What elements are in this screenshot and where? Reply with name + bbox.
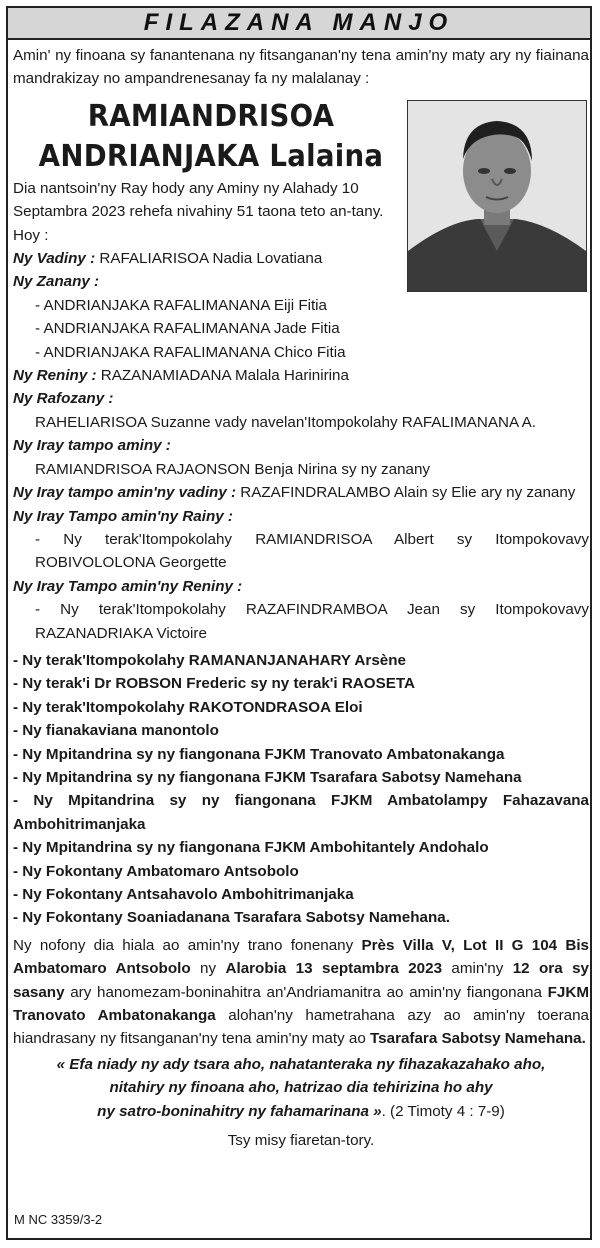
closing-date: Alarobia 13 septambra 2023: [225, 960, 443, 978]
closing-text: ary hanomezam-boninahitra an'Andriamanitra ao amin'ny fiangonana: [64, 983, 548, 1001]
rafozany-value: RAHELIARISOA Suzanne vady navelan'Itompokolahy RAFALIMANANA A.: [35, 413, 536, 431]
iray-tampo-rainy-label: Ny Iray Tampo amin'ny Rainy :: [13, 507, 233, 525]
notice-header: FILAZANA MANJO: [8, 8, 590, 40]
iray-tampo-rainy-value: - Ny terak'Itompokolahy RAMIANDRISOA Albert sy Itompokovavy ROBIVOLOLONA Georgette: [35, 530, 589, 572]
iray-tampo-reniny-label: Ny Iray Tampo amin'ny Reniny :: [13, 577, 243, 595]
deceased-name-line1: RAMIANDRISOA: [87, 98, 335, 134]
closing-address: Près Villa V, Lot II G 104 Bis Ambatomaro Antsobolo: [13, 936, 589, 978]
iray-tampo-value: RAMIANDRISOA RAJAONSON Benja Nirina sy ny zanany: [35, 460, 431, 478]
portrait-image: [408, 101, 586, 291]
list-item: - Ny terak'Itompokolahy RAKOTONDRASOA Eloi: [13, 698, 363, 716]
closing-church: FJKM Tranovato Ambatonakanga: [13, 983, 589, 1025]
quote-line2: nitahiry ny finoana aho, hatrizao dia tehirizina ho ahy: [109, 1079, 493, 1097]
list-item: - Ny Mpitandrina sy ny fiangonana FJKM Tsarafara Sabotsy Namehana: [13, 768, 522, 786]
closing-time: 12 ora sy sasany: [13, 960, 589, 1001]
reniny-row: [13, 364, 589, 387]
closing-burial-place: Tsarafara Sabotsy Namehana.: [370, 1030, 586, 1048]
closing-text: amin'ny: [442, 960, 513, 978]
intro-text: Amin' ny finoana sy fanantenana ny fitsanganan'ny tena amin'ny maty ary ny fiainana mandrakizay no ampandrenesanay fa ny malalanay :: [13, 47, 589, 88]
list-item: - Ny terak'i Dr ROBSON Frederic sy ny terak'i RAOSETA: [13, 675, 415, 693]
vadiny-label: Ny Vadiny :: [13, 250, 96, 268]
zanany-item: - ANDRIANJAKA RAFALIMANANA Chico Fitia: [35, 343, 346, 361]
others-list: [13, 649, 589, 930]
closing-text: ny: [190, 960, 226, 978]
notice-content: [13, 44, 589, 1152]
list-item: - Ny Mpitandrina sy ny fiangonana FJKM Ambohitantely Andohalo: [13, 839, 489, 857]
reference-code: M NC 3359/3-2: [14, 1212, 103, 1227]
hoy-label: Hoy :: [13, 226, 49, 244]
iray-tampo-label: Ny Iray tampo aminy :: [13, 437, 171, 455]
closing-paragraph: [13, 934, 589, 1051]
reniny-label: Ny Reniny :: [13, 367, 97, 385]
zanany-item: - ANDRIANJAKA RAFALIMANANA Eiji Fitia: [35, 296, 328, 314]
list-item: - Ny Fokontany Soaniadanana Tsarafara Sabotsy Namehana.: [13, 909, 450, 927]
vadiny-value: RAFALIARISOA Nadia Lovatiana: [99, 250, 323, 268]
deceased-photo: [407, 100, 587, 292]
bible-quote: [13, 1053, 589, 1123]
list-item: - Ny Mpitandrina sy ny fiangonana FJKM Tranovato Ambatonakanga: [13, 745, 505, 763]
deceased-name-line2: ANDRIANJAKA Lalaina: [38, 138, 384, 174]
closing-text: alohan'ny hametrahana azy ao amin'ny toerana hiandrasany ny fitsanganan'ny tena amin'ny maty ao: [13, 1007, 589, 1048]
list-item: - Ny fianakaviana manontolo: [13, 722, 219, 740]
list-item: - Ny Mpitandrina sy ny fiangonana FJKM Ambatolampy Fahazavana Ambohitrimanjaka: [13, 792, 589, 833]
death-notice: [13, 177, 413, 224]
death-notice-line2: Septambra 2023 rehefa nivahiny 51 taona teto an-tany.: [13, 203, 384, 221]
quote-line1: « Efa niady ny ady tsara aho, nahatanteraka ny fihazakazahako aho,: [56, 1055, 546, 1073]
iray-tampo-vadiny-value: RAZAFINDRALAMBO Alain sy Elie ary ny zanany: [240, 484, 576, 502]
iray-tampo-vadiny-label: Ny Iray tampo amin'ny vadiny :: [13, 484, 237, 502]
quote-line3: ny satro-boninahitry ny fahamarinana »: [97, 1102, 382, 1120]
list-item: - Ny Fokontany Antsahavolo Ambohitrimanjaka: [13, 886, 354, 903]
reniny-value: RAZANAMIADANA Malala Harinirina: [100, 367, 349, 385]
deceased-name: [29, 97, 393, 177]
iray-tampo-vadiny-row: [13, 481, 589, 504]
closing-text: Ny nofony dia hiala ao amin'ny trano fonenany: [13, 936, 362, 954]
rafozany-label: Ny Rafozany :: [13, 390, 114, 408]
list-item: - Ny terak'Itompokolahy RAMANANJANAHARY Arsène: [13, 651, 406, 669]
death-notice-line1: Dia nantsoin'ny Ray hody any Aminy ny Alahady 10: [13, 179, 359, 197]
zanany-item: - ANDRIANJAKA RAFALIMANANA Jade Fitia: [35, 320, 340, 338]
zanany-label: Ny Zanany :: [13, 273, 100, 291]
quote-reference: . (2 Timoty 4 : 7-9): [381, 1102, 505, 1120]
tsy-misy-text: Tsy misy fiaretan-tory.: [227, 1132, 375, 1150]
iray-tampo-reniny-value: - Ny terak'Itompokolahy RAZAFINDRAMBOA Jean sy Itompokovavy RAZANADRIAKA Victoire: [35, 601, 589, 642]
list-item: - Ny Fokontany Ambatomaro Antsobolo: [13, 862, 299, 880]
